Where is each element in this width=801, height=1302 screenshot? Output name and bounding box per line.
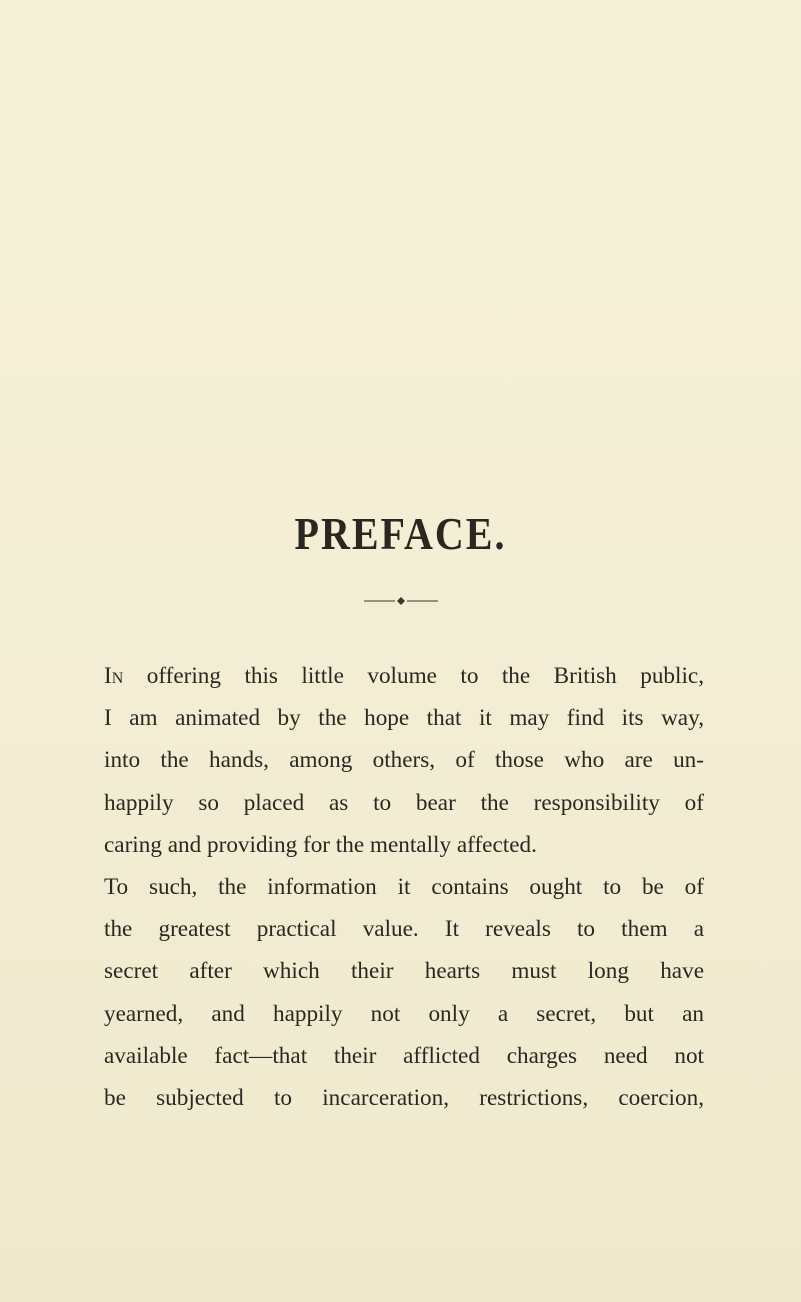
text-line-11: be subjected to incarceration, restrictions, coercion, <box>104 1085 704 1112</box>
text-line-2: I am animated by the hope that it may find its way, <box>104 705 704 732</box>
text-line-10: available fact—that their afflicted charges need not <box>104 1042 704 1069</box>
text-line-6: To such, the information it contains ought to be of <box>104 874 704 901</box>
page-title: PREFACE. <box>294 507 507 560</box>
text-line-5: caring and providing for the mentally affected. <box>104 831 537 858</box>
text-line-1: In offering this little volume to the British public, <box>104 663 704 689</box>
opening-word: In <box>104 663 124 689</box>
text-line-3: into the hands, among others, of those who are un- <box>104 747 704 774</box>
ornament-rule <box>364 594 438 608</box>
text-line-7: the greatest practical value. It reveals to them a <box>104 916 704 943</box>
text-line-9: yearned, and happily not only a secret, but an <box>104 1000 704 1027</box>
text-line-8: secret after which their hearts must long have <box>104 958 704 985</box>
text-line-4: happily so placed as to bear the responsibility of <box>104 789 704 816</box>
preface-text <box>104 655 704 1119</box>
